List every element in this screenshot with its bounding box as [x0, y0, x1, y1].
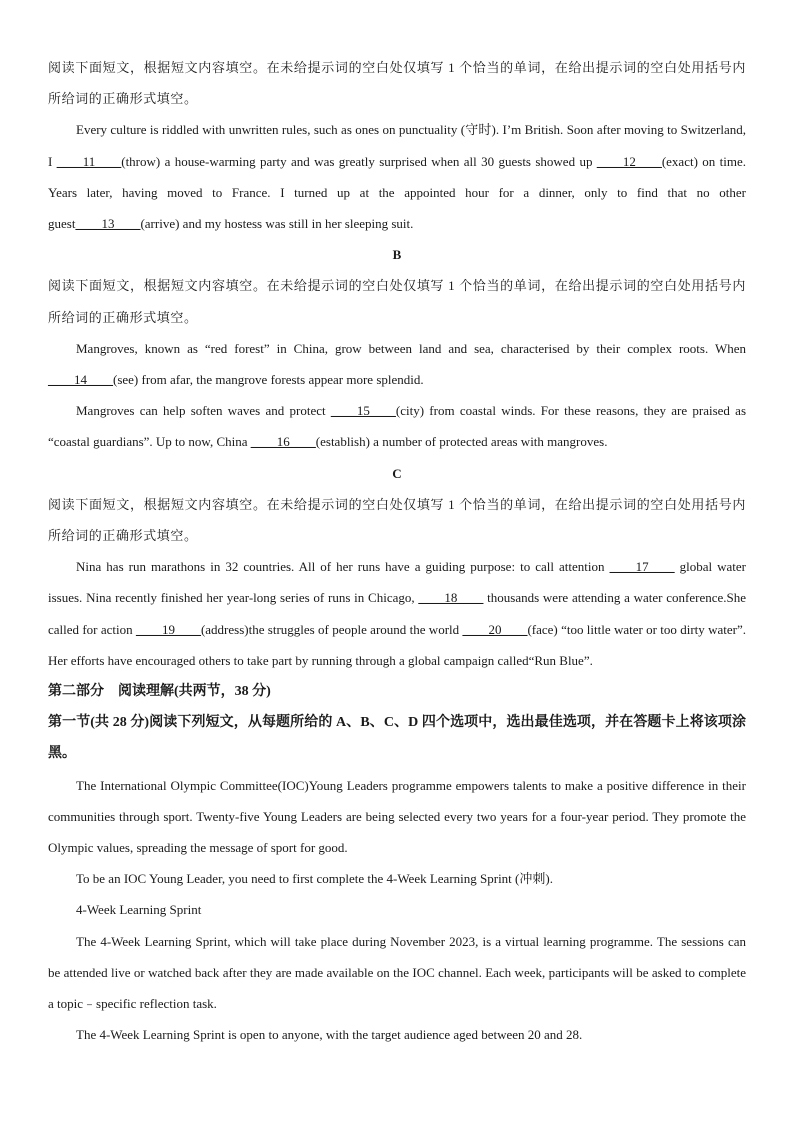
blank-14: ____14____: [48, 372, 113, 388]
reading-paragraph-3: The 4-Week Learning Sprint, which will take place during November 2023, is a virtual learning programme. The sessions can be attended live or watched back after they are made available on the IOC channel. Each week, participants will be asked to complete a topic﹣specific reflection task.: [48, 933, 746, 1012]
reading-paragraph-4: The 4-Week Learning Sprint is open to anyone, with the target audience aged between 20 and 28.: [76, 1027, 583, 1043]
section-b-paragraph-1: Mangroves, known as “red forest” in China, grow between land and sea, characterised by their complex roots. When ____14____(see) from afar, the mangrove forests appear more splendid.: [48, 340, 746, 388]
blank-12: ____12____: [596, 153, 662, 169]
part-two-title: 第二部分 阅读理解(共两节，38 分): [48, 684, 271, 700]
blank-15: ____15____: [330, 403, 396, 419]
section-c-heading: C: [392, 465, 402, 481]
reading-paragraph-2: To be an IOC Young Leader, you need to first complete the 4-Week Learning Sprint (冲刺).: [76, 871, 553, 887]
part-two-section-one-instruction: 第一节(共 28 分)阅读下列短文，从每题所给的 A、B、C、D 四个选项中，选出最佳选项，并在答题卡上将该项涂黑。: [48, 715, 746, 762]
blank-16: ____16____: [250, 434, 316, 450]
section-b-heading: B: [392, 247, 402, 263]
blank-18: ____18____: [418, 590, 484, 606]
section-a-instruction: 阅读下面短文，根据短文内容填空。在未给提示词的空白处仅填写 1 个恰当的单词，在给出提示词的空白处用括号内所给词的正确形式填空。: [48, 60, 746, 107]
blank-13: ____13____: [75, 216, 141, 232]
section-c-instruction: 阅读下面短文，根据短文内容填空。在未给提示词的空白处仅填写 1 个恰当的单词，在给出提示词的空白处用括号内所给词的正确形式填空。: [48, 496, 746, 544]
blank-11: ____11____: [56, 153, 122, 169]
blank-20: ____20____: [462, 621, 528, 637]
blank-19: ____19____: [135, 621, 201, 637]
blank-17: ____17____: [609, 559, 675, 575]
section-b-instruction: 阅读下面短文，根据短文内容填空。在未给提示词的空白处仅填写 1 个恰当的单词，在给出提示词的空白处用括号内所给词的正确形式填空。: [48, 278, 746, 325]
reading-subheading: 4-Week Learning Sprint: [76, 902, 202, 918]
section-a-passage: Every culture is riddled with unwritten rules, such as ones on punctuality (守时). I’m British. Soon after moving to Switzerland, I ____11____(throw) a house-warming party and was greatly surprised when all 30 guests showed up ____12____(exact) on time. Years later, having moved to France. I turned up at the appointed hour for a dinner, only to find that no other guest____13____(arrive) and my hostess was still in her sleeping suit.: [48, 122, 746, 232]
section-c-passage: Nina has run marathons in 32 countries. All of her runs have a guiding purpose: to call attention ____17____ global water issues. Nina recently finished her year-long series of runs in Chicago, ____18____ thousands were attending a water conference.She called for action ____19____(address)the struggles of people around the world ____20____(face) “too little water or too dirty water”. Her efforts have encouraged others to take part by running through a global campaign called“Run Blue”.: [48, 559, 747, 668]
section-b-paragraph-2: Mangroves can help soften waves and protect ____15____(city) from coastal winds. For these reasons, they are praised as “coastal guardians”. Up to now, China ____16____(establish) a number of protected areas with mangroves.: [48, 403, 746, 450]
reading-paragraph-1: The International Olympic Committee(IOC)Young Leaders programme empowers talents to make a positive difference in their communities through sport. Twenty-five Young Leaders are being selected every two years for a four-year period. They promote the Olympic values, spreading the message of sport for good.: [48, 777, 746, 856]
